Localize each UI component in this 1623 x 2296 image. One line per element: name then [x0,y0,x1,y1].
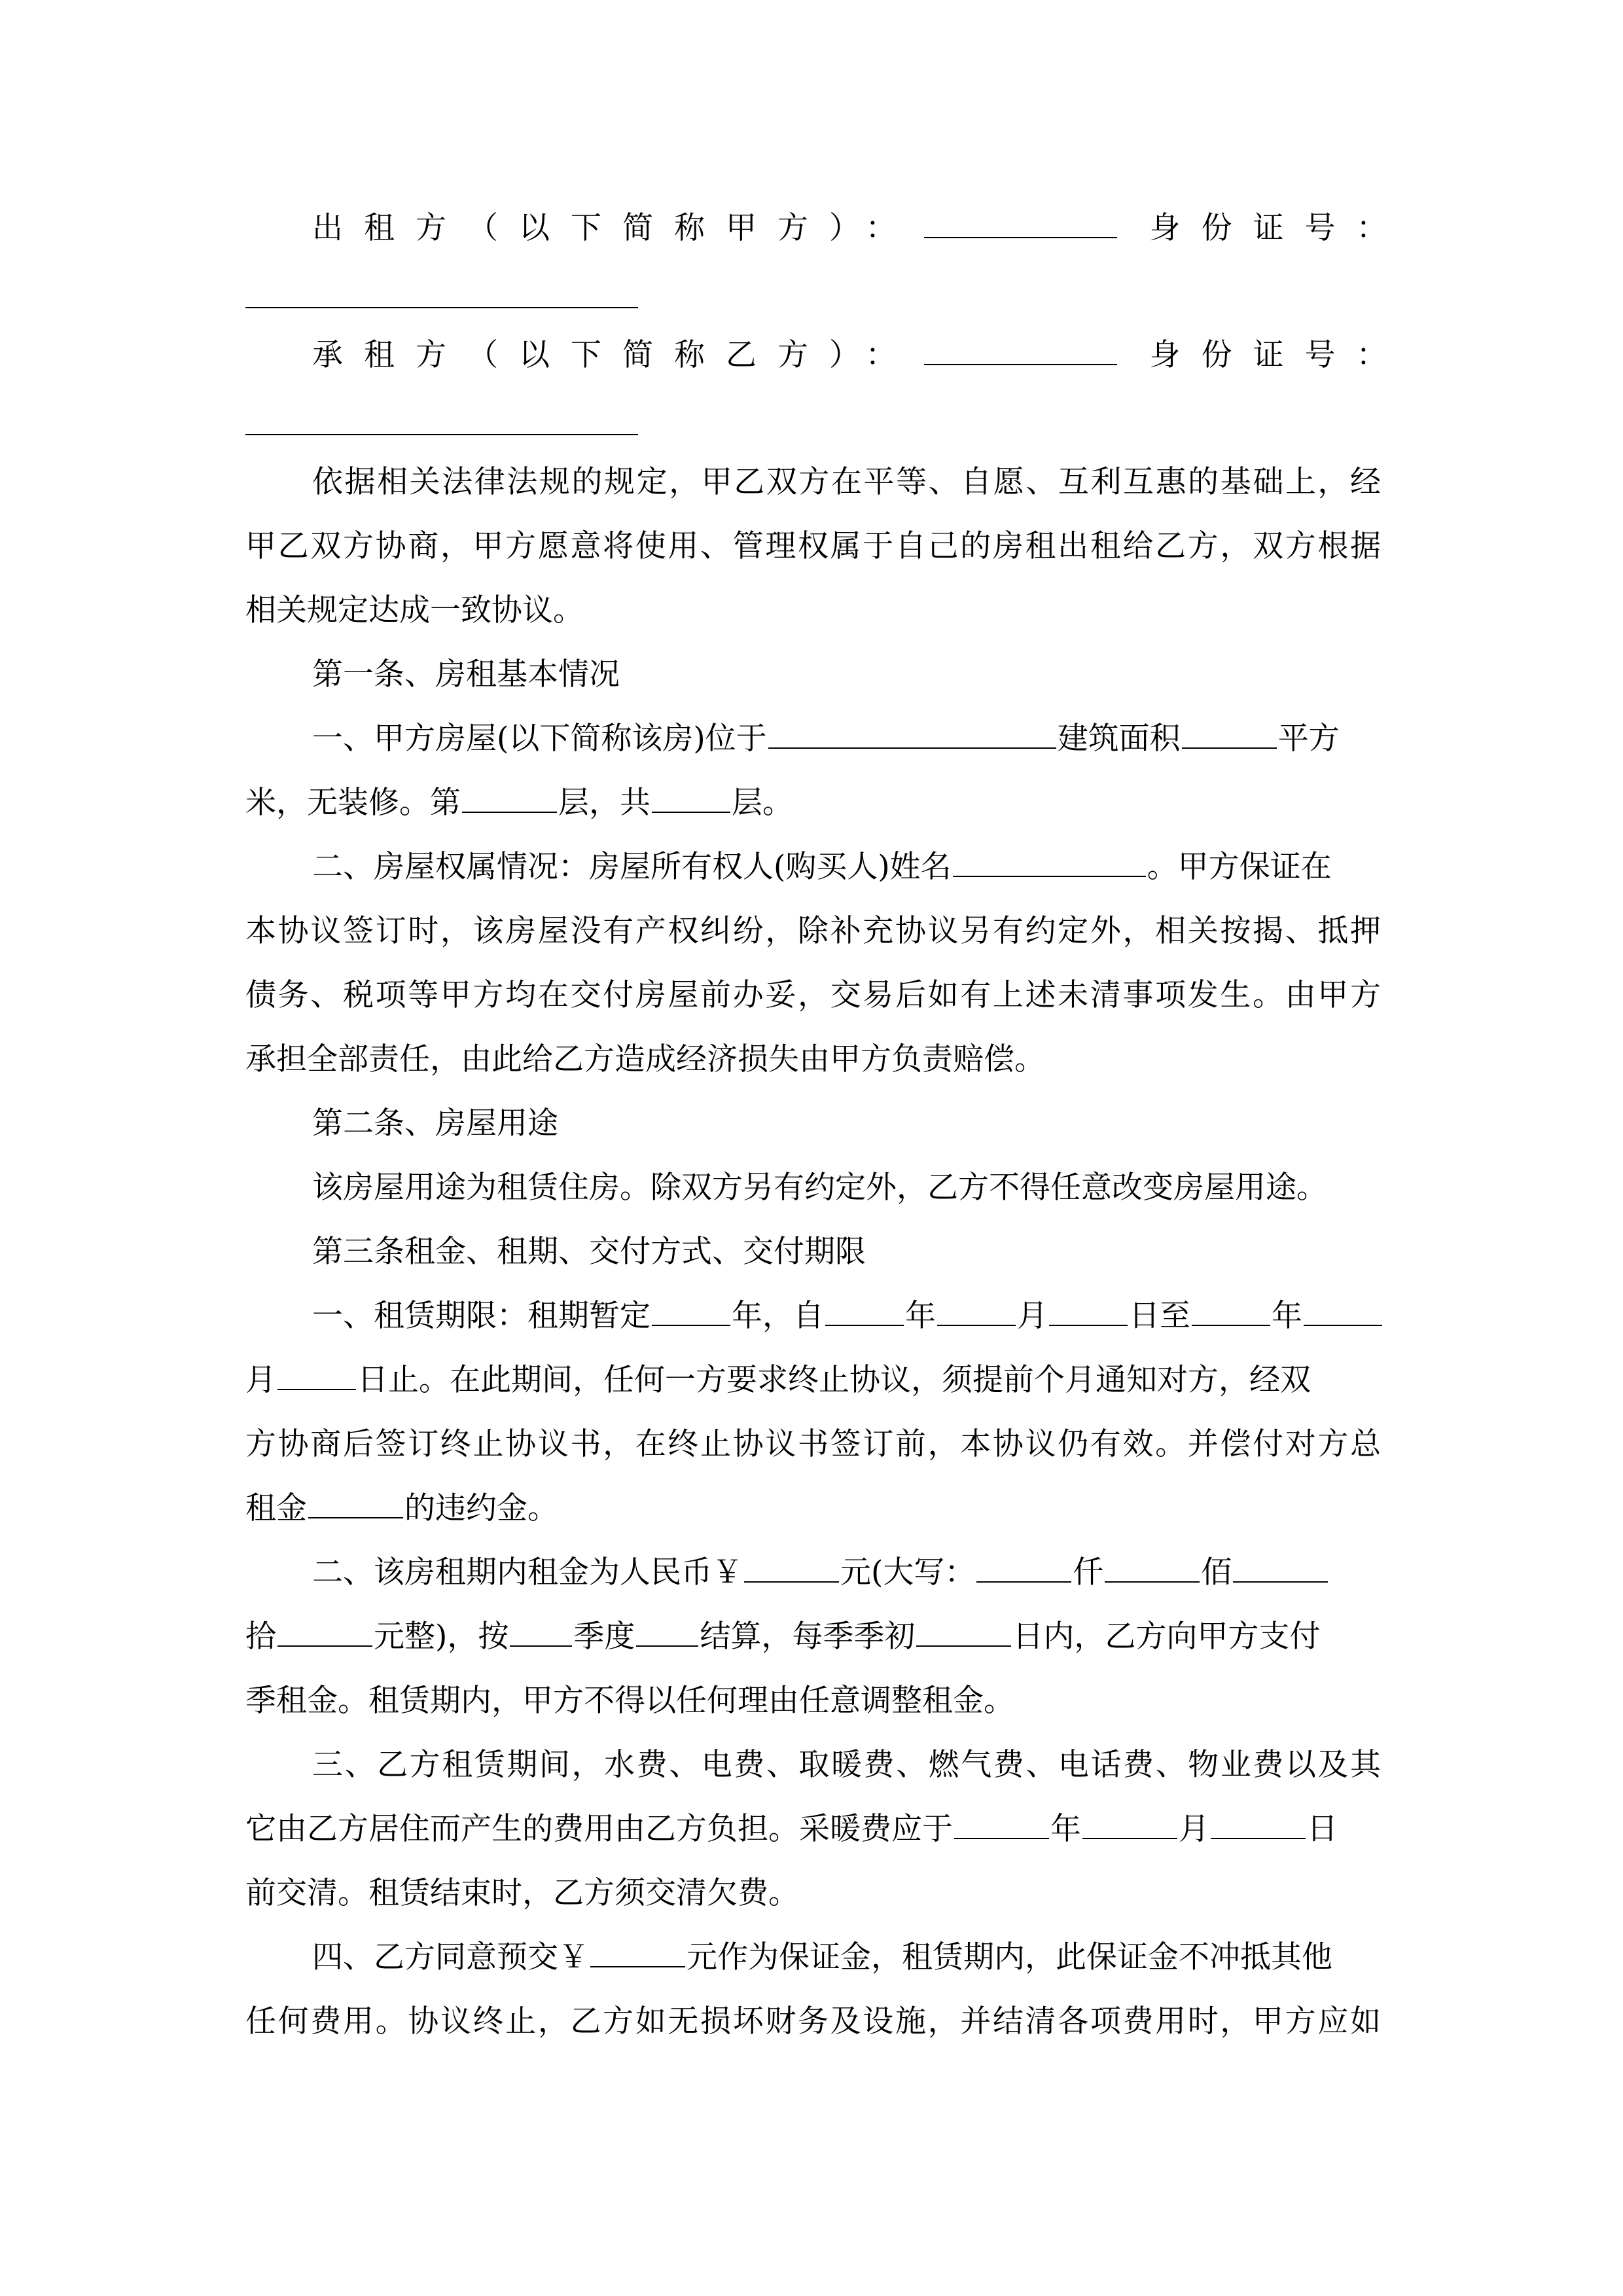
area-blank[interactable] [1182,720,1277,749]
text: 季度 [573,1619,635,1655]
end-month-blank[interactable] [1304,1297,1382,1326]
lessor-name-blank[interactable] [924,209,1117,238]
lessee-label: 承租方（以下简称乙方）： [312,337,918,373]
article1-p2-line4: 承担全部责任，由此给乙方造成经济损失由甲方负责赔偿。 [245,1041,1045,1077]
text: 元作为保证金，租赁期内，此保证金不冲抵其他 [687,1939,1332,1975]
lessor-label: 出租方（以下简称甲方）： [312,210,918,246]
text: 月 [1017,1298,1048,1334]
lessee-id-label: 身份证号： [1149,337,1408,373]
text: 年，自 [732,1298,824,1334]
article1-p1-line1 [312,707,1381,771]
rent-units-blank[interactable] [277,1618,372,1647]
text: 元(大写： [840,1554,976,1590]
floor-blank[interactable] [462,784,557,813]
article1-p1-line2 [245,771,1381,835]
article1-p2-line1 [312,835,1381,899]
article3-p2-line2 [245,1605,1381,1669]
settle-blank[interactable] [636,1618,698,1647]
text: 日至 [1129,1298,1190,1334]
text: 日 [1307,1811,1338,1847]
text: 平方 [1277,721,1340,757]
text: 它由乙方居住而产生的费用由乙方负担。采暖费应于 [245,1811,953,1847]
article3-p4-line2: 任何费用。协议终止，乙方如无损坏财务及设施，并结清各项费用时，甲方应如 [245,2003,1381,2039]
rent-amount-blank[interactable] [744,1554,839,1583]
text: 年 [905,1298,936,1334]
lessor-line [312,196,1408,260]
heating-year-blank[interactable] [954,1810,1049,1839]
payment-days-blank[interactable] [916,1618,1011,1647]
text: 租金 [245,1490,307,1526]
text: 建筑面积 [1057,721,1181,757]
article3-p1-line3: 方协商后签订终止协议书，在终止协议书签订前，本协议仍有效。并偿付对方总 [245,1426,1381,1462]
penalty-blank[interactable] [308,1490,403,1518]
intro-line-2: 甲乙双方协商，甲方愿意将使用、管理权属于自己的房租出租给乙方，双方根据 [245,528,1381,564]
text: 年 [1050,1811,1081,1847]
rent-tens-blank[interactable] [1233,1554,1328,1583]
text: 结算，每季季初 [700,1619,916,1655]
article1-p2-line2: 本协议签订时，该房屋没有产权纠纷，除补充协议另有约定外，相关按揭、抵押 [245,913,1381,949]
article1-title: 第一条、房租基本情况 [312,656,620,692]
text: 四、乙方同意预交￥ [312,1939,589,1975]
term-years-blank[interactable] [652,1297,730,1326]
text: 一、租赁期限：租期暂定 [312,1298,651,1334]
article3-p4-line1 [312,1926,1381,1990]
article2-title: 第二条、房屋用途 [312,1105,558,1141]
text: 的违约金。 [404,1490,558,1526]
article2-text: 该房屋用途为租赁住房。除双方另有约定外，乙方不得任意改变房屋用途。 [312,1170,1327,1206]
article3-p1-line2 [245,1348,1381,1412]
text: 层。 [732,785,793,821]
article3-p3-line2 [245,1797,1381,1861]
text: 日止。在此期间，任何一方要求终止协议，须提前个月通知对方，经双 [357,1362,1311,1398]
lessee-line [312,323,1408,387]
text: 一、甲方房屋(以下简称该房)位于 [312,721,767,757]
end-year-blank[interactable] [1192,1297,1270,1326]
heating-month-blank[interactable] [1082,1810,1177,1839]
text: 。甲方保证在 [1147,849,1332,885]
intro-line-3: 相关规定达成一致协议。 [245,592,584,628]
article3-title: 第三条租金、租期、交付方式、交付期限 [312,1234,866,1270]
text: 仟 [1073,1554,1104,1590]
article3-p3-line3: 前交清。租赁结束时，乙方须交清欠费。 [245,1875,799,1911]
lessee-name-blank[interactable] [924,336,1117,365]
article3-p2-line3: 季租金。租赁期内，甲方不得以任何理由任意调整租金。 [245,1683,1014,1719]
text: 佰 [1201,1554,1232,1590]
text: 米，无装修。第 [245,785,461,821]
text: 拾 [245,1619,276,1655]
text: 二、房屋权属情况：房屋所有权人(购买人)姓名 [312,849,952,885]
article3-p3-line1: 三、乙方租赁期间，水费、电费、取暖费、燃气费、电话费、物业费以及其 [312,1747,1381,1783]
intro-line-1: 依据相关法律法规的规定，甲乙双方在平等、自愿、互利互惠的基础上，经 [312,464,1381,500]
start-month-blank[interactable] [937,1297,1016,1326]
lessor-id-label: 身份证号： [1149,210,1408,246]
start-year-blank[interactable] [825,1297,904,1326]
lessee-id-blank[interactable] [245,434,638,435]
article1-p2-line3: 债务、税项等甲方均在交付房屋前办妥，交易后如有上述未清事项发生。由甲方 [245,977,1381,1013]
text: 层，共 [558,785,651,821]
text: 月 [245,1362,276,1398]
heating-day-blank[interactable] [1211,1810,1306,1839]
text: 月 [1179,1811,1209,1847]
lessor-id-blank[interactable] [245,307,638,308]
article3-p1-line1 [312,1284,1381,1348]
start-day-blank[interactable] [1049,1297,1128,1326]
rent-hundreds-blank[interactable] [1105,1554,1200,1583]
deposit-blank[interactable] [590,1939,685,1967]
rent-thousands-blank[interactable] [976,1554,1071,1583]
article3-p2-line1 [312,1541,1381,1605]
location-blank[interactable] [768,720,1056,749]
text: 二、该房租期内租金为人民币￥ [312,1554,743,1590]
text: 年 [1272,1298,1302,1334]
article3-p1-line4 [245,1477,1381,1541]
owner-name-blank[interactable] [953,848,1146,877]
total-floors-blank[interactable] [652,784,730,813]
quarter-blank[interactable] [510,1618,572,1647]
text: 日内，乙方向甲方支付 [1012,1619,1321,1655]
text: 元整)，按 [374,1619,509,1655]
end-day-blank[interactable] [277,1361,356,1390]
